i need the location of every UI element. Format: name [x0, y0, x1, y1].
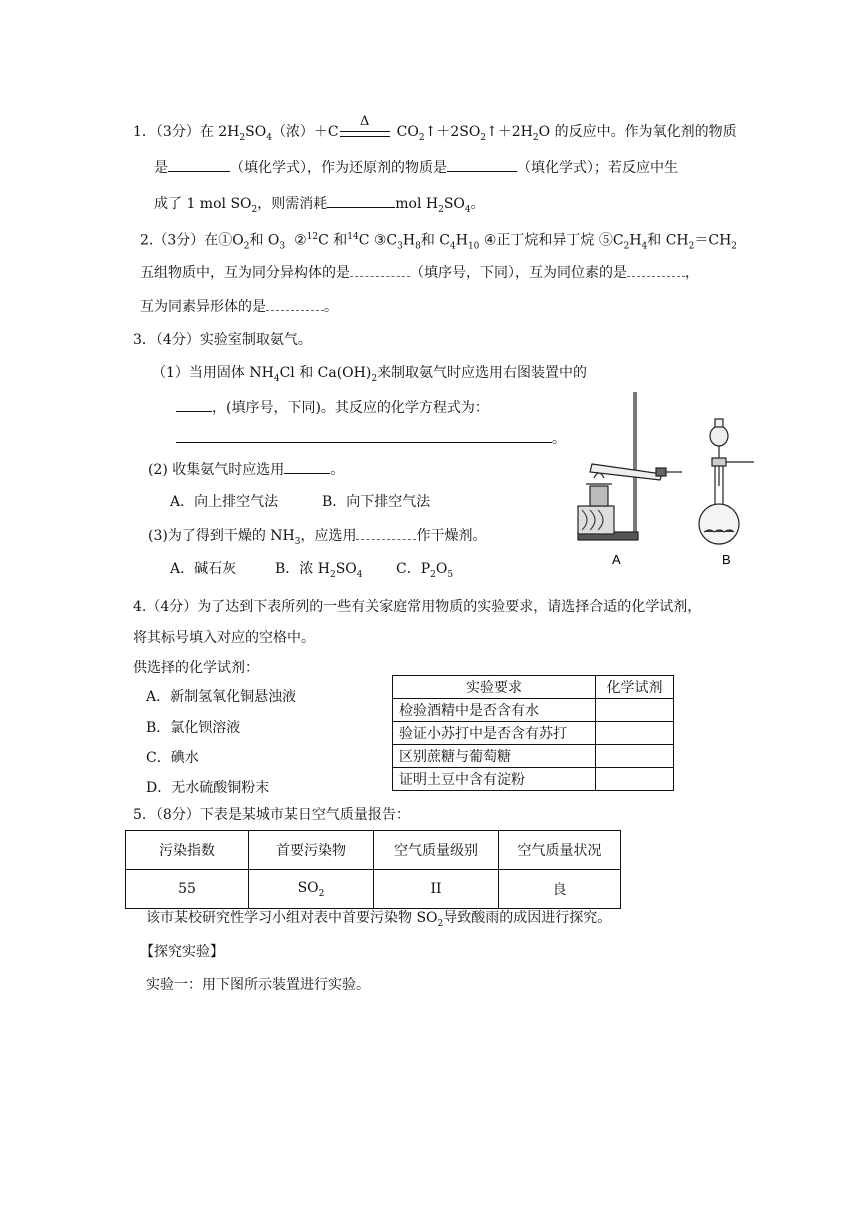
q5-experiment1: 实验一：用下图所示装置进行实验。 [146, 977, 370, 993]
header-requirement: 实验要求 [393, 676, 596, 699]
status-cell: 良 [499, 870, 621, 909]
q3-equation-line: 。 [176, 428, 566, 449]
q3-title: 3．（4分）实验室制取氨气。 [133, 332, 312, 348]
requirement-cell: 检验酒精中是否含有水 [393, 699, 596, 722]
reagent-answer-cell[interactable] [596, 699, 674, 722]
reagent-answer-cell[interactable] [596, 768, 674, 791]
table-row [393, 745, 674, 768]
q4-supply: 供选择的化学试剂： [133, 660, 259, 676]
figure-label-b: B [722, 552, 731, 567]
q3-part2: (2) 收集氨气时应选用 。 [148, 459, 344, 480]
header-level: 空气质量级别 [374, 831, 499, 870]
isomer-blank[interactable] [350, 262, 410, 277]
q1-line1: 1．（3分）在 $2H_2SO_4$（浓）＋C $CO_2↑+2SO_2↑+2H_2O$ 的反应中。作为氧化剂的物质 [133, 124, 737, 143]
q5-section-heading: 【探究实验】 [140, 944, 224, 960]
header-reagent: 化学试剂 [596, 676, 674, 699]
q3-part1: （1）当用固体 $NH_4Cl$ 和 $Ca(OH)_2$来制取氨气时应选用右图装置中的 [152, 365, 588, 384]
apparatus-a-drawing [578, 392, 682, 540]
collect-blank[interactable] [284, 459, 330, 474]
q2-line1: 2.（3分）在$①O_2$和 $O_3$ ②$^{12}$C 和$^{14}$C $③C_3H_8$和 $C_4H_{10}$ ④正丁烷和异丁烷 $⑤C_2H_4$和 $CH_2=CH_2$ [140, 232, 738, 252]
heat-symbol: Δ [360, 114, 370, 129]
apparatus-figure [572, 386, 762, 571]
table-header-row [126, 831, 621, 870]
q3-dryer-c: C．$P_2O_5$ [396, 561, 454, 580]
allotrope-blank[interactable] [266, 296, 324, 311]
table-row [393, 722, 674, 745]
level-cell: II [374, 870, 499, 909]
figure-label-a: A [612, 552, 621, 567]
table-row [393, 768, 674, 791]
requirement-cell: 区别蔗糖与葡萄糖 [393, 745, 596, 768]
table-row [126, 870, 621, 909]
equals-sign [340, 131, 390, 137]
q5-title: 5．（8分）下表是某城市某日空气质量报告： [133, 807, 410, 823]
mol-blank[interactable] [327, 193, 395, 208]
q4-line2: 将其标号填入对应的空格中。 [133, 630, 315, 646]
table-row [393, 699, 674, 722]
reagent-b: B．氯化钡溶液 [146, 720, 241, 736]
q3-part3: (3)为了得到干燥的 $NH_3$，应选用 作干燥剂。 [148, 525, 486, 552]
reagent-answer-cell[interactable] [596, 722, 674, 745]
q5-description: 该市某校研究性学习小组对表中首要污染物 $SO_2$导致酸雨的成因进行探究。 [146, 910, 612, 929]
table-header-row [393, 676, 674, 699]
isotope-blank[interactable] [627, 262, 685, 277]
q3-dryer-a: A．碱石灰 [170, 561, 237, 577]
pollution-index-cell: 55 [126, 870, 249, 909]
equation-blank[interactable] [176, 428, 552, 443]
dryer-blank[interactable] [356, 525, 416, 540]
oxidizer-blank[interactable] [168, 157, 230, 172]
header-index: 污染指数 [126, 831, 249, 870]
q3-part1-line2: ，(填序号，下同)。其反应的化学方程式为： [176, 397, 489, 418]
apparatus-blank[interactable] [176, 397, 212, 412]
q1-line3: 成了 1 mol $SO_2$，则需消耗 mol $H_2SO_4$。 [154, 193, 485, 220]
header-status: 空气质量状况 [499, 831, 621, 870]
q3-opt-a: A．向上排空气法 [170, 494, 279, 510]
requirement-cell: 证明土豆中含有淀粉 [393, 768, 596, 791]
apparatus-b-drawing [699, 419, 754, 544]
q3-opt-b: B．向下排空气法 [322, 494, 431, 510]
q2-line3: 互为同素异形体的是 。 [140, 296, 338, 317]
header-pollutant: 首要污染物 [249, 831, 374, 870]
q3-dryer-b: B．浓 $H_2SO_4$ [275, 561, 363, 580]
reagent-c: C．碘水 [146, 750, 199, 766]
reducer-blank[interactable] [447, 157, 517, 172]
reagent-d: D．无水硫酸铜粉末 [146, 780, 270, 796]
pollutant-cell: $SO_2$ [249, 870, 374, 909]
q4-line1: 4.（4分）为了达到下表所列的一些有关家庭常用物质的实验要求，请选择合适的化学试剂， [133, 599, 702, 615]
experiment-table [392, 675, 674, 791]
reagent-answer-cell[interactable] [596, 745, 674, 768]
air-quality-table [125, 830, 621, 909]
q1-line2: 是 （填化学式），作为还原剂的物质是 （填化学式）；若反应中生 [154, 157, 678, 178]
reagent-a: A．新制氢氧化铜悬浊液 [146, 689, 297, 705]
requirement-cell: 验证小苏打中是否含有苏打 [393, 722, 596, 745]
q2-line2: 五组物质中，互为同分异构体的是 （填序号，下同），互为同位素的是 ， [140, 262, 699, 283]
